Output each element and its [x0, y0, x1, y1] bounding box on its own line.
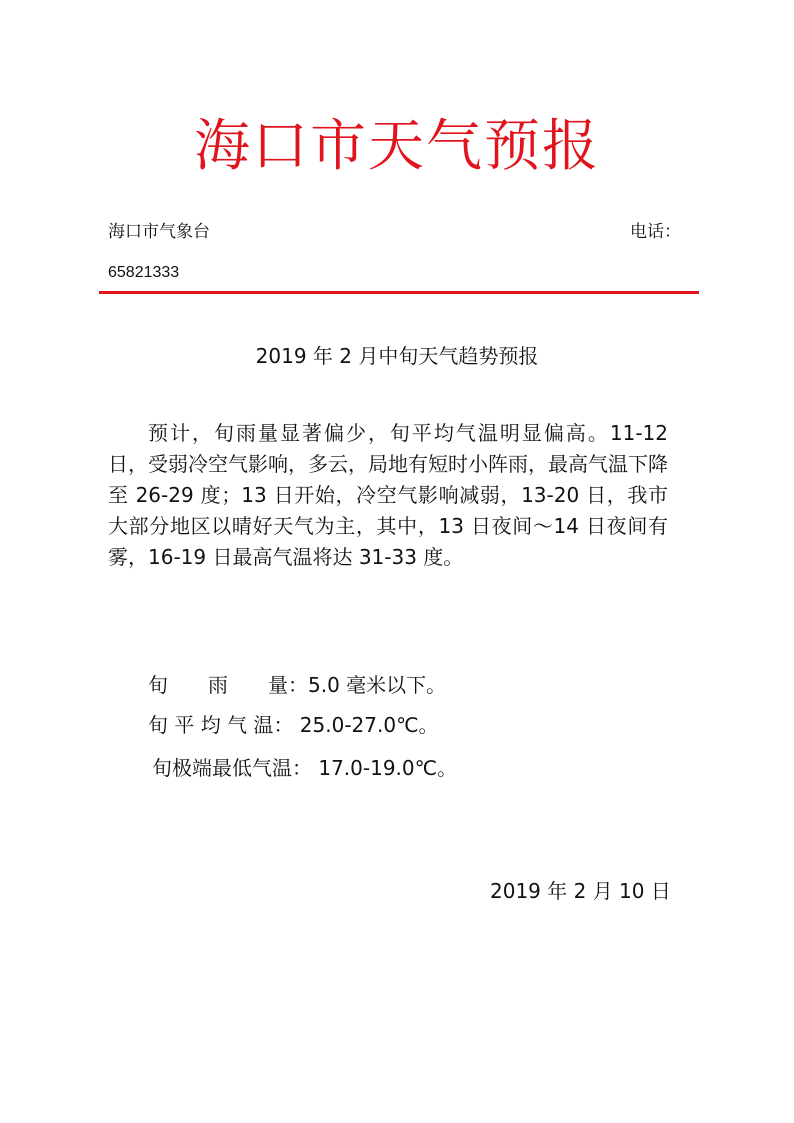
phone-label: 电话：: [630, 222, 681, 242]
stat-min-temperature-separator: ：: [292, 756, 312, 780]
stat-rainfall-separator: ：: [288, 673, 308, 697]
stat-avg-temperature-value: 25.0-27.0℃。: [293, 713, 439, 737]
forecast-body: 预计，旬雨量显著偏少，旬平均气温明显偏高。11-12 日，受弱冷空气影响，多云，局地有短时小阵雨，最高气温下降至 26-29 度；13 日开始，冷空气影响减弱，13-20 日，我市大部分地区以晴好天气为主，其中，13 日夜间～14 日夜间有雾，16-19 日最高气温将达 31-33 度。: [108, 421, 668, 569]
forecast-headline: 2019 年 2 月中旬天气趋势预报: [255, 344, 539, 368]
stat-avg-temperature: [148, 711, 439, 739]
stat-min-temperature-value: 17.0-19.0℃。: [312, 756, 458, 780]
stat-min-temperature-label: 旬极端最低气温: [152, 756, 292, 780]
issuing-organization: 海口市气象台: [108, 222, 210, 242]
stat-avg-temperature-separator: ：: [273, 713, 294, 737]
stat-rainfall: [148, 671, 446, 699]
stat-rainfall-label: 旬 雨 量: [148, 673, 288, 697]
stat-min-temperature: [152, 754, 457, 782]
phone-number: 65821333: [108, 264, 180, 281]
header-divider: [99, 291, 699, 294]
stat-avg-temperature-label: 旬 平 均 气 温: [148, 713, 274, 737]
document-title: 海口市天气预报: [194, 114, 600, 179]
issue-date: 2019 年 2 月 10 日: [490, 879, 671, 903]
stat-rainfall-value: 5.0 毫米以下。: [308, 673, 447, 697]
